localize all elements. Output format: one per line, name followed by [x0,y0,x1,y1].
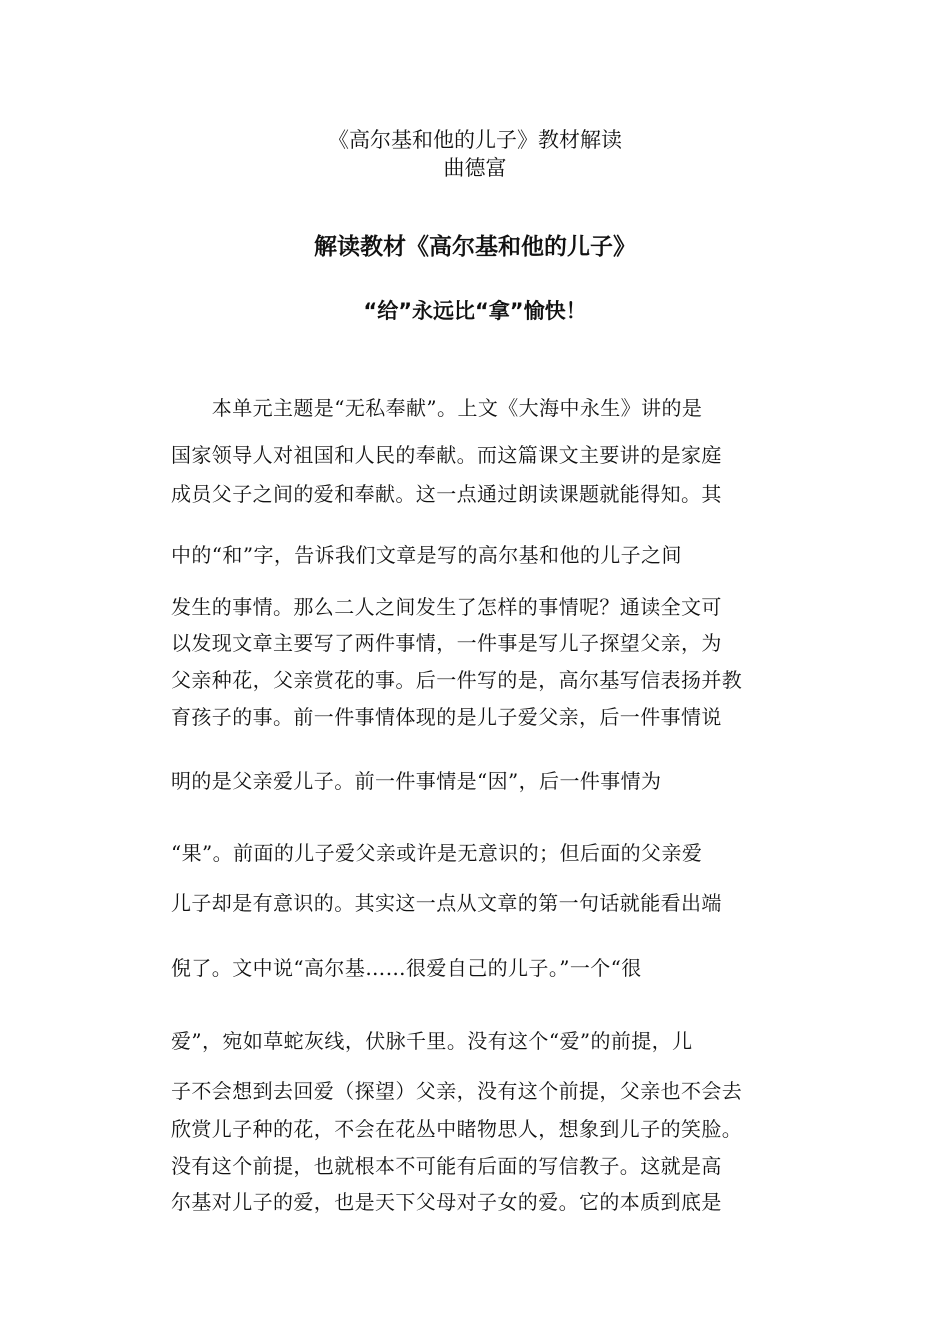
body-line: 儿子却是有意识的。其实这一点从文章的第一句话就能看出端 [171,891,722,915]
document-title: 《高尔基和他的儿子》教材解读 [328,128,622,152]
body-line: 爱”，宛如草蛇灰线，伏脉千里。没有这个“爱”的前提，儿 [171,1029,693,1053]
section-subheading: “给”永远比“拿”愉快！ [363,299,587,323]
body-line: 父亲种花，父亲赏花的事。后一件写的是，高尔基写信表扬并教 [171,668,743,692]
body-line: 欣赏儿子种的花，不会在花丛中睹物思人，想象到儿子的笑脸。 [171,1117,743,1141]
body-line: 发生的事情。那么二人之间发生了怎样的事情呢？通读全文可 [171,595,722,619]
body-line: 育孩子的事。前一件事情体现的是儿子爱父亲，后一件事情说 [171,705,722,729]
body-line: 尔基对儿子的爱，也是天下父母对子女的爱。它的本质到底是 [171,1190,722,1214]
body-line: 以发现文章主要写了两件事情，一件事是写儿子探望父亲，为 [171,631,722,655]
body-line: 中的“和”字，告诉我们文章是写的高尔基和他的儿子之间 [171,543,682,567]
body-line: “果”。前面的儿子爱父亲或许是无意识的；但后面的父亲爱 [171,841,703,865]
body-line: 国家领导人对祖国和人民的奉献。而这篇课文主要讲的是家庭 [171,443,722,467]
body-line: 没有这个前提，也就根本不可能有后面的写信教子。这就是高 [171,1154,722,1178]
body-line: 倪了。文中说“高尔基……很爱自己的儿子。”一个“很 [171,956,642,980]
body-line: 明的是父亲爱儿子。前一件事情是“因”，后一件事情为 [171,769,662,793]
body-line: 成员父子之间的爱和奉献。这一点通过朗读课题就能得知。其 [171,482,722,506]
title-block [0,126,950,182]
body-line: 本单元主题是“无私奉献”。上文《大海中永生》讲的是 [171,396,703,420]
section-heading: 解读教材《高尔基和他的儿子》 [314,234,636,260]
author-name: 曲德富 [443,156,507,180]
body-line: 子不会想到去回爱（探望）父亲，没有这个前提，父亲也不会去 [171,1079,743,1103]
